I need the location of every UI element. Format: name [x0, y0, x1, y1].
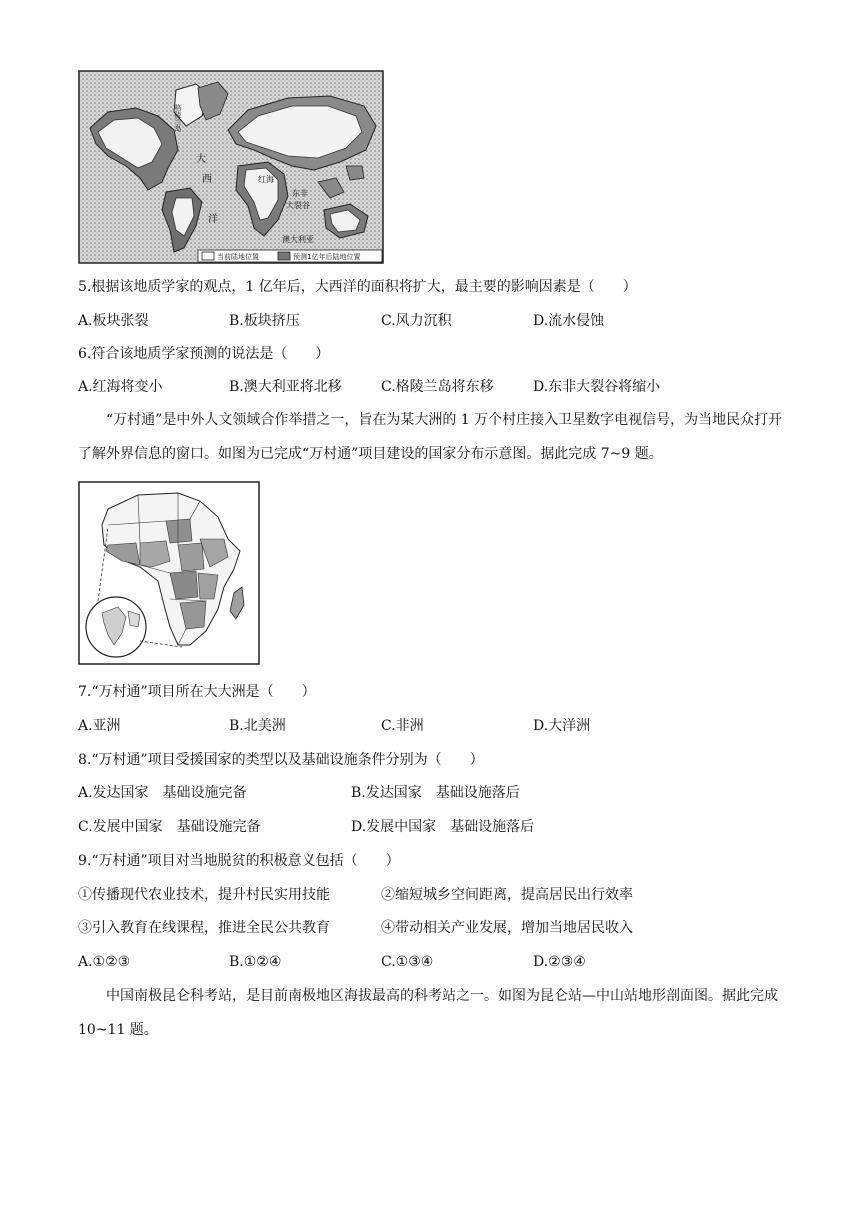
map-label-australia: 澳大利亚 — [282, 235, 314, 244]
q5-option-a[interactable]: A.板块张裂 — [78, 313, 149, 329]
map-label-atlantic-1: 大 — [196, 154, 206, 165]
legend-future-label: 预测1亿年后陆地位置 — [293, 253, 361, 261]
q9-option-d[interactable]: D.②③④ — [533, 954, 586, 970]
map-label-rift-1: 东非 — [292, 189, 308, 198]
africa-map-image — [78, 481, 260, 665]
africa-map-figure — [78, 481, 260, 665]
q9-option-c[interactable]: C.①③④ — [381, 954, 434, 970]
world-map-figure — [78, 70, 384, 264]
q8-option-d[interactable]: D.发展中国家 基础设施落后 — [351, 819, 535, 835]
q7-stem: 7.“万村通”项目所在大大洲是（ ） — [78, 684, 316, 700]
q7-option-d[interactable]: D.大洋洲 — [533, 718, 591, 734]
q9-stem: 9.“万村通”项目对当地脱贫的积极意义包括（ ） — [78, 853, 400, 869]
q8-stem: 8.“万村通”项目受援国家的类型以及基础设施条件分别为（ ） — [78, 752, 484, 768]
q5-option-d[interactable]: D.流水侵蚀 — [533, 313, 605, 329]
q8-option-c[interactable]: C.发展中国家 基础设施完备 — [78, 819, 261, 835]
q7-option-b[interactable]: B.北美洲 — [229, 718, 286, 734]
q5-option-c[interactable]: C.风力沉积 — [381, 313, 452, 329]
legend-current-label: 当前陆地位置 — [217, 253, 259, 261]
q6-stem: 6.符合该地质学家预测的说法是（ ） — [78, 346, 330, 362]
map-label-atlantic-2: 西 — [202, 174, 212, 185]
q9-statement-2: ②缩短城乡空间距离，提高居民出行效率 — [381, 887, 633, 903]
legend-future-swatch — [278, 252, 290, 260]
q9-statement-1: ①传播现代农业技术，提升村民实用技能 — [78, 887, 330, 903]
q8-option-b[interactable]: B.发达国家 基础设施落后 — [351, 785, 520, 801]
q6-option-d[interactable]: D.东非大裂谷将缩小 — [533, 379, 661, 395]
q5-stem: 5.根据该地质学家的观点，1 亿年后，大西洋的面积将扩大，最主要的影响因素是（ ） — [78, 279, 637, 295]
intro-wancuntong: “万村通”是中外人文领域合作举措之一，旨在为某大洲的 1 万个村庄接入卫星数字电视信号，为当地民众打开了解外界信息的窗口。如图为已完成“万村通”项目建设的国家分布示意图。据此完成 7~9 题。 — [78, 412, 783, 462]
q9-statement-4: ④带动相关产业发展，增加当地居民收入 — [381, 920, 633, 936]
q6-option-a[interactable]: A.红海将变小 — [78, 379, 163, 395]
world-map-image — [78, 70, 384, 264]
q7-option-a[interactable]: A.亚洲 — [78, 718, 121, 734]
q9-option-a[interactable]: A.①②③ — [78, 954, 131, 970]
map-label-atlantic-3: 洋 — [208, 214, 218, 225]
map-label-red-sea: 红海 — [258, 175, 274, 184]
q6-option-c[interactable]: C.格陵兰岛将东移 — [381, 379, 494, 395]
q9-option-b[interactable]: B.①②④ — [229, 954, 282, 970]
legend-current-swatch — [202, 252, 214, 260]
q5-option-b[interactable]: B.板块挤压 — [229, 313, 300, 329]
map-label-greenland: 格陵兰岛 — [174, 104, 182, 132]
q8-option-a[interactable]: A.发达国家 基础设施完备 — [78, 785, 247, 801]
intro-kunlun-station: 中国南极昆仑科考站，是目前南极地区海拔最高的科考站之一。如图为昆仑站—中山站地形剖面图。据此完成 10~11 题。 — [78, 988, 778, 1038]
q7-option-c[interactable]: C.非洲 — [381, 718, 424, 734]
map-label-rift-2: 大裂谷 — [286, 201, 310, 210]
q9-statement-3: ③引入教育在线课程，推进全民公共教育 — [78, 920, 330, 936]
q6-option-b[interactable]: B.澳大利亚将北移 — [229, 379, 342, 395]
